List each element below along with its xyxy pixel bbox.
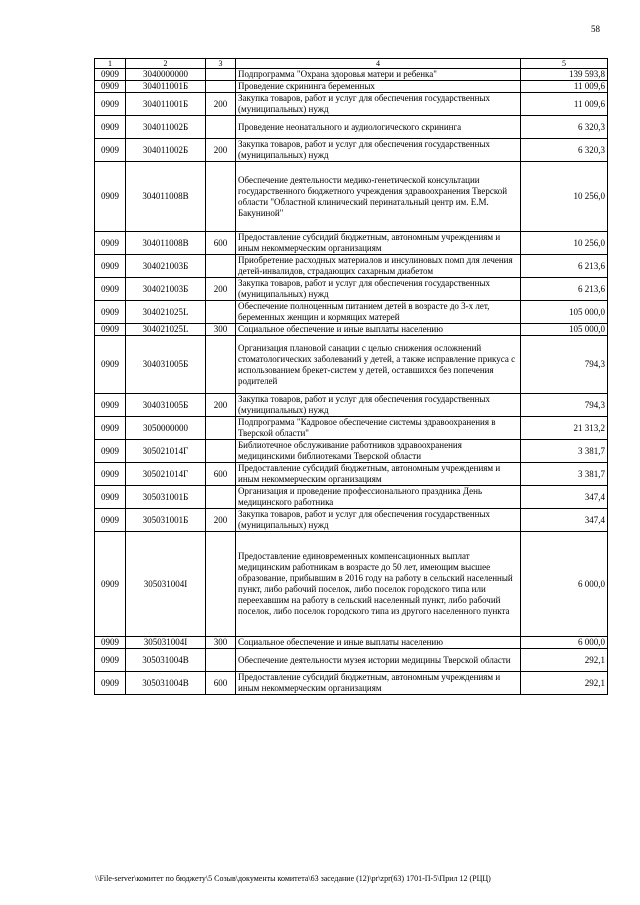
cell-c4: Организация плановой санации с целью снижения осложнений стоматологических заболеваний у детей, а также исправление прикуса с использованием брекет-систем у детей, оставшихся без попечения родителей [236, 336, 521, 394]
cell-c1: 0909 [95, 81, 126, 93]
cell-c1: 0909 [95, 255, 126, 278]
cell-c2: 304011001Б [126, 81, 206, 93]
cell-c3: 200 [206, 139, 236, 162]
cell-c4: Приобретение расходных материалов и инсулиновых помп для лечения детей-инвалидов, страдающих сахарным диабетом [236, 255, 521, 278]
table-row [95, 532, 608, 637]
table-row [95, 440, 608, 463]
cell-c3: 200 [206, 509, 236, 532]
cell-c4: Предоставление субсидий бюджетным, автономным учреждениям и иным некоммерческим организациям [236, 672, 521, 695]
cell-c4: Закупка товаров, работ и услуг для обеспечения государственных (муниципальных) нужд [236, 139, 521, 162]
cell-c5: 11 009,6 [521, 93, 608, 116]
cell-c3: 200 [206, 278, 236, 301]
cell-c5: 3 381,7 [521, 440, 608, 463]
cell-c3 [206, 69, 236, 81]
cell-c5: 6 000,0 [521, 637, 608, 649]
cell-c2: 304021003Б [126, 255, 206, 278]
table-row [95, 255, 608, 278]
cell-c4: Проведение неонатального и аудиологического скрининга [236, 116, 521, 139]
cell-c3 [206, 301, 236, 324]
table-row [95, 162, 608, 232]
cell-c4: Предоставление единовременных компенсационных выплат медицинским работникам в возрасте до 50 лет, имеющим высшее образование, прибывшим в 2016 году на работу в сельский населенный пункт, либо рабочий поселок, либо поселок городского типа или переехавшим на работу в сельский населенный пункт, либо рабочий поселок, либо поселок городского типа из другого населенного пункта [236, 532, 521, 637]
cell-c3: 600 [206, 232, 236, 255]
table-row [95, 139, 608, 162]
cell-c2: 304021003Б [126, 278, 206, 301]
cell-c5: 292,1 [521, 672, 608, 695]
cell-c4: Закупка товаров, работ и услуг для обеспечения государственных (муниципальных) нужд [236, 93, 521, 116]
cell-c2: 305031001Б [126, 486, 206, 509]
cell-c3 [206, 417, 236, 440]
cell-c3: 600 [206, 672, 236, 695]
table-row [95, 394, 608, 417]
cell-c3 [206, 255, 236, 278]
cell-c1: 0909 [95, 139, 126, 162]
cell-c3 [206, 486, 236, 509]
cell-c5: 6 320,3 [521, 139, 608, 162]
cell-c2: 304011001Б [126, 93, 206, 116]
header-col-4: 4 [236, 59, 521, 69]
table-row [95, 93, 608, 116]
cell-c4: Организация и проведение профессионального праздника День медицинского работника [236, 486, 521, 509]
cell-c5: 3 381,7 [521, 463, 608, 486]
cell-c1: 0909 [95, 532, 126, 637]
cell-c3 [206, 649, 236, 672]
cell-c5: 139 593,8 [521, 69, 608, 81]
cell-c1: 0909 [95, 486, 126, 509]
cell-c5: 794,3 [521, 394, 608, 417]
cell-c5: 11 009,6 [521, 81, 608, 93]
cell-c1: 0909 [95, 417, 126, 440]
cell-c2: 305021014Г [126, 440, 206, 463]
cell-c3 [206, 162, 236, 232]
cell-c1: 0909 [95, 278, 126, 301]
cell-c3: 300 [206, 637, 236, 649]
table-row [95, 81, 608, 93]
table-row [95, 324, 608, 336]
cell-c3: 200 [206, 93, 236, 116]
table-row [95, 301, 608, 324]
cell-c2: 3050000000 [126, 417, 206, 440]
cell-c1: 0909 [95, 116, 126, 139]
cell-c2: 304011002Б [126, 139, 206, 162]
cell-c3: 300 [206, 324, 236, 336]
cell-c2: 305031004I [126, 532, 206, 637]
cell-c3 [206, 532, 236, 637]
cell-c2: 304011002Б [126, 116, 206, 139]
cell-c4: Социальное обеспечение и иные выплаты населению [236, 324, 521, 336]
table-row [95, 116, 608, 139]
cell-c1: 0909 [95, 232, 126, 255]
cell-c2: 3040000000 [126, 69, 206, 81]
cell-c1: 0909 [95, 69, 126, 81]
header-col-1: 1 [95, 59, 126, 69]
cell-c1: 0909 [95, 649, 126, 672]
cell-c2: 304011008В [126, 162, 206, 232]
cell-c3: 600 [206, 463, 236, 486]
table-row [95, 637, 608, 649]
cell-c1: 0909 [95, 162, 126, 232]
cell-c2: 305031001Б [126, 509, 206, 532]
cell-c1: 0909 [95, 324, 126, 336]
cell-c1: 0909 [95, 440, 126, 463]
cell-c2: 305021014Г [126, 463, 206, 486]
cell-c5: 347,4 [521, 509, 608, 532]
cell-c4: Проведение скрининга беременных [236, 81, 521, 93]
header-col-2: 2 [126, 59, 206, 69]
table-row [95, 509, 608, 532]
cell-c2: 304031005Б [126, 394, 206, 417]
cell-c1: 0909 [95, 301, 126, 324]
cell-c1: 0909 [95, 463, 126, 486]
cell-c1: 0909 [95, 637, 126, 649]
table-row [95, 672, 608, 695]
cell-c5: 10 256,0 [521, 232, 608, 255]
cell-c2: 305031004I [126, 637, 206, 649]
table-row [95, 417, 608, 440]
cell-c4: Обеспечение деятельности музея истории медицины Тверской области [236, 649, 521, 672]
cell-c5: 105 000,0 [521, 301, 608, 324]
cell-c4: Социальное обеспечение и иные выплаты населению [236, 637, 521, 649]
cell-c5: 105 000,0 [521, 324, 608, 336]
cell-c2: 304021025L [126, 324, 206, 336]
table-header-row [95, 59, 608, 69]
cell-c2: 304011008В [126, 232, 206, 255]
file-path-footer: \\File-server\комитет по бюджету\5 Созыв\документы комитета\63 заседание (12)\pr\zpr(63) 1701-П-5\Прил 12 (РЦЦ) [95, 874, 491, 883]
table-row [95, 69, 608, 81]
cell-c4: Подпрограмма "Кадровое обеспечение системы здравоохранения в Тверской области" [236, 417, 521, 440]
table-row [95, 486, 608, 509]
cell-c2: 305031004В [126, 672, 206, 695]
cell-c5: 794,3 [521, 336, 608, 394]
cell-c1: 0909 [95, 93, 126, 116]
cell-c1: 0909 [95, 394, 126, 417]
cell-c2: 304021025L [126, 301, 206, 324]
table-row [95, 463, 608, 486]
cell-c5: 6 213,6 [521, 278, 608, 301]
cell-c4: Закупка товаров, работ и услуг для обеспечения государственных (муниципальных) нужд [236, 394, 521, 417]
budget-table [94, 58, 608, 695]
cell-c3: 200 [206, 394, 236, 417]
cell-c4: Закупка товаров, работ и услуг для обеспечения государственных (муниципальных) нужд [236, 509, 521, 532]
table-row [95, 336, 608, 394]
cell-c1: 0909 [95, 336, 126, 394]
cell-c1: 0909 [95, 509, 126, 532]
cell-c3 [206, 440, 236, 463]
cell-c5: 21 313,2 [521, 417, 608, 440]
header-col-3: 3 [206, 59, 236, 69]
cell-c4: Обеспечение полноценным питанием детей в возрасте до 3-х лет, беременных женщин и кормящих матерей [236, 301, 521, 324]
table-row [95, 232, 608, 255]
cell-c5: 292,1 [521, 649, 608, 672]
cell-c4: Предоставление субсидий бюджетным, автономным учреждениям и иным некоммерческим организациям [236, 232, 521, 255]
cell-c1: 0909 [95, 672, 126, 695]
table-row [95, 278, 608, 301]
cell-c5: 6 000,0 [521, 532, 608, 637]
cell-c2: 305031004В [126, 649, 206, 672]
cell-c3 [206, 336, 236, 394]
header-col-5: 5 [521, 59, 608, 69]
page-number: 58 [591, 24, 600, 34]
cell-c2: 304031005Б [126, 336, 206, 394]
cell-c4: Библиотечное обслуживание работников здравоохранения медицинскими библиотеками Тверской области [236, 440, 521, 463]
cell-c4: Обеспечение деятельности медико-генетической консультации государственного бюджетного учреждения здравоохранения Тверской области "Областной клинический перинатальный центр им. Е.М. Бакуниной" [236, 162, 521, 232]
cell-c3 [206, 116, 236, 139]
cell-c4: Подпрограмма "Охрана здоровья матери и ребенка" [236, 69, 521, 81]
table-row [95, 649, 608, 672]
cell-c5: 347,4 [521, 486, 608, 509]
cell-c3 [206, 81, 236, 93]
cell-c4: Закупка товаров, работ и услуг для обеспечения государственных (муниципальных) нужд [236, 278, 521, 301]
cell-c5: 6 320,3 [521, 116, 608, 139]
cell-c4: Предоставление субсидий бюджетным, автономным учреждениям и иным некоммерческим организациям [236, 463, 521, 486]
cell-c5: 6 213,6 [521, 255, 608, 278]
cell-c5: 10 256,0 [521, 162, 608, 232]
